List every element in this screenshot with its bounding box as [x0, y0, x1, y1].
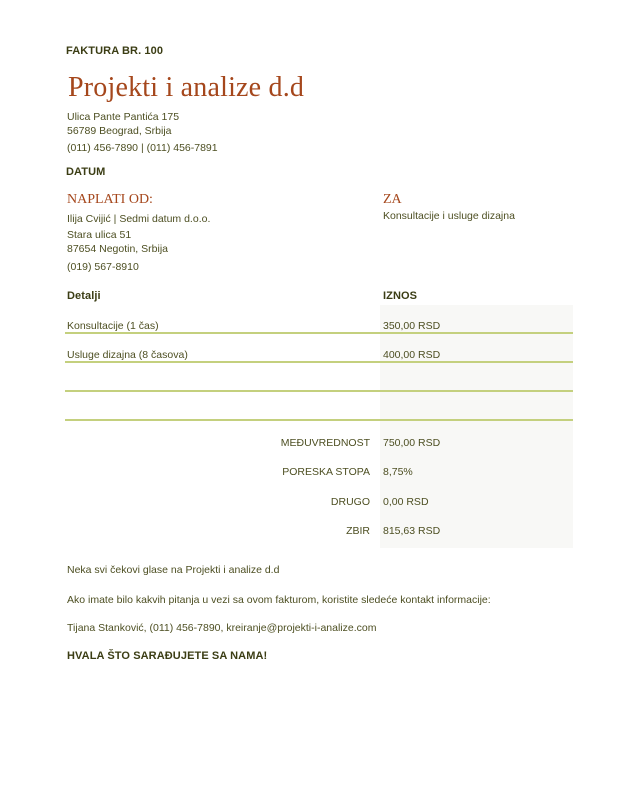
- subtotal-label: MEĐUVREDNOST: [280, 437, 370, 449]
- questions-note: Ako imate bilo kakvih pitanja u vezi sa ovom fakturom, koristite sledeće kontakt informacije:: [67, 594, 491, 606]
- row-divider: [65, 332, 573, 334]
- row-divider: [65, 419, 573, 421]
- bill-to-heading: NAPLATI OD:: [67, 192, 153, 207]
- row-divider: [65, 361, 573, 363]
- details-header: Detalji: [67, 290, 101, 302]
- subtotal-value: 750,00 RSD: [383, 437, 441, 449]
- row-2-details: Usluge dizajna (8 časova): [67, 349, 188, 361]
- row-divider: [65, 390, 573, 392]
- tax-rate-label: PORESKA STOPA: [282, 466, 370, 478]
- checks-note: Neka svi čekovi glase na Projekti i analize d.d: [67, 564, 280, 576]
- company-address-line2: 56789 Beograd, Srbija: [67, 125, 172, 137]
- bill-to-address-line2: 87654 Negotin, Srbija: [67, 243, 168, 255]
- amount-header: IZNOS: [383, 290, 418, 302]
- other-label: DRUGO: [330, 496, 370, 508]
- tax-rate-value: 8,75%: [383, 466, 413, 478]
- total-value: 815,63 RSD: [383, 525, 441, 537]
- amount-column-shade: [380, 305, 573, 548]
- company-phones: (011) 456-7890 | (011) 456-7891: [67, 142, 218, 154]
- contact-info: Tijana Stanković, (011) 456-7890, kreiranje@projekti-i-analize.com: [67, 622, 377, 634]
- invoice-number: FAKTURA BR. 100: [66, 45, 164, 57]
- date-label: DATUM: [66, 166, 106, 178]
- row-1-amount: 350,00 RSD: [383, 320, 441, 332]
- company-name: Projekti i analize d.d: [68, 72, 305, 103]
- row-2-amount: 400,00 RSD: [383, 349, 441, 361]
- thank-you-message: HVALA ŠTO SARAĐUJETE SA NAMA!: [67, 650, 268, 662]
- for-description: Konsultacije i usluge dizajna: [383, 210, 515, 222]
- for-heading: ZA: [383, 192, 402, 207]
- other-value: 0,00 RSD: [383, 496, 429, 508]
- company-address-line1: Ulica Pante Pantića 175: [67, 111, 180, 123]
- bill-to-phone: (019) 567-8910: [67, 261, 139, 273]
- bill-to-address-line1: Stara ulica 51: [67, 229, 132, 241]
- row-1-details: Konsultacije (1 čas): [67, 320, 159, 332]
- bill-to-name: Ilija Cvijić | Sedmi datum d.o.o.: [67, 213, 211, 225]
- total-label: ZBIR: [346, 525, 370, 537]
